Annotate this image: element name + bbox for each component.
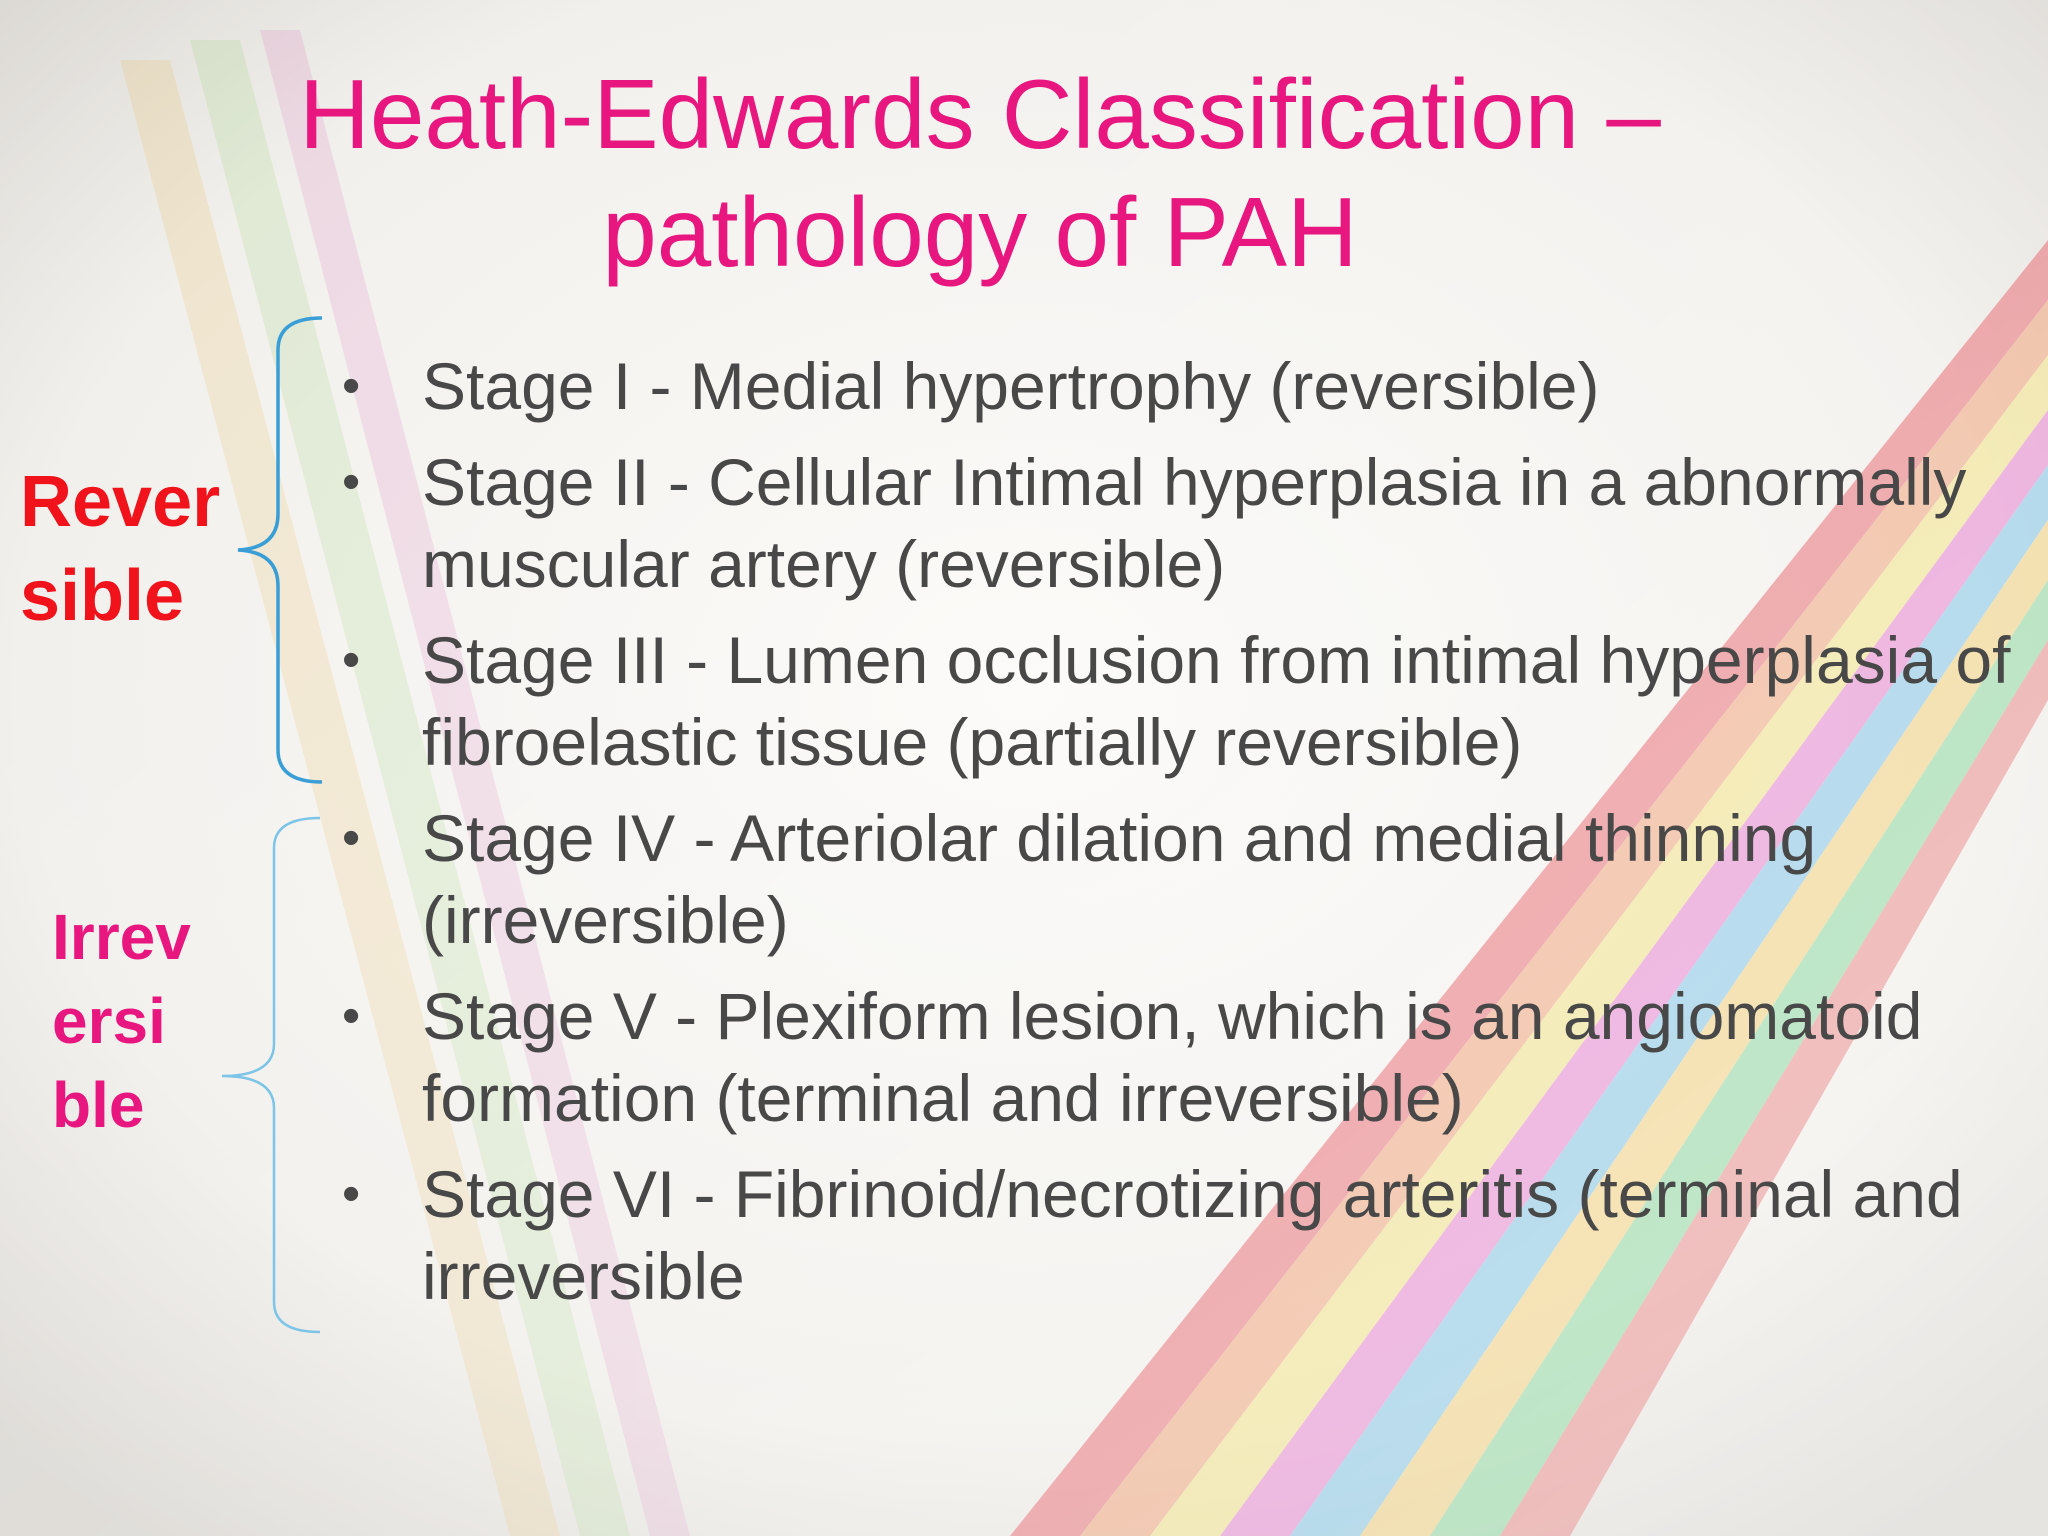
bullet: •: [342, 453, 361, 511]
list-item: [330, 1153, 2040, 1317]
list-item: [330, 619, 2040, 783]
slide-title: [120, 55, 1840, 291]
stage-text: Stage II - Cellular Intimal hyperplasia in a abnormally muscular artery (reversible): [422, 445, 1967, 601]
bullet: •: [342, 809, 361, 867]
reversible-label-line-2: sible: [20, 556, 185, 636]
irreversible-brace: [218, 812, 328, 1338]
reversible-label-line-1: Rever: [20, 462, 221, 542]
bullet: •: [342, 1165, 361, 1223]
stage-list: [330, 345, 2040, 1331]
title-line-1: Heath-Edwards Classification –: [299, 59, 1661, 169]
title-line-2: pathology of PAH: [602, 177, 1358, 287]
irreversible-label-line-3: ble: [52, 1069, 145, 1141]
irreversible-label-line-2: ersi: [52, 985, 166, 1057]
stage-text: Stage VI - Fibrinoid/necrotizing arteritis (terminal and irreversible: [422, 1157, 1963, 1313]
bullet: •: [342, 357, 361, 415]
stage-text: Stage V - Plexiform lesion, which is an angiomatoid formation (terminal and irreversible): [422, 979, 1923, 1135]
list-item: [330, 345, 2040, 427]
reversible-brace: [228, 310, 328, 790]
reversible-label: [20, 455, 220, 643]
bullet: •: [342, 631, 361, 689]
irreversible-label: [52, 895, 191, 1147]
list-item: [330, 441, 2040, 605]
stage-text: Stage III - Lumen occlusion from intimal hyperplasia of fibroelastic tissue (partially reversible): [422, 623, 2011, 779]
irreversible-label-line-1: Irrev: [52, 901, 191, 973]
stage-text: Stage IV - Arteriolar dilation and medial thinning (irreversible): [422, 801, 1817, 957]
bullet: •: [342, 987, 361, 1045]
list-item: [330, 975, 2040, 1139]
stage-text: Stage I - Medial hypertrophy (reversible): [422, 349, 1600, 423]
list-item: [330, 797, 2040, 961]
